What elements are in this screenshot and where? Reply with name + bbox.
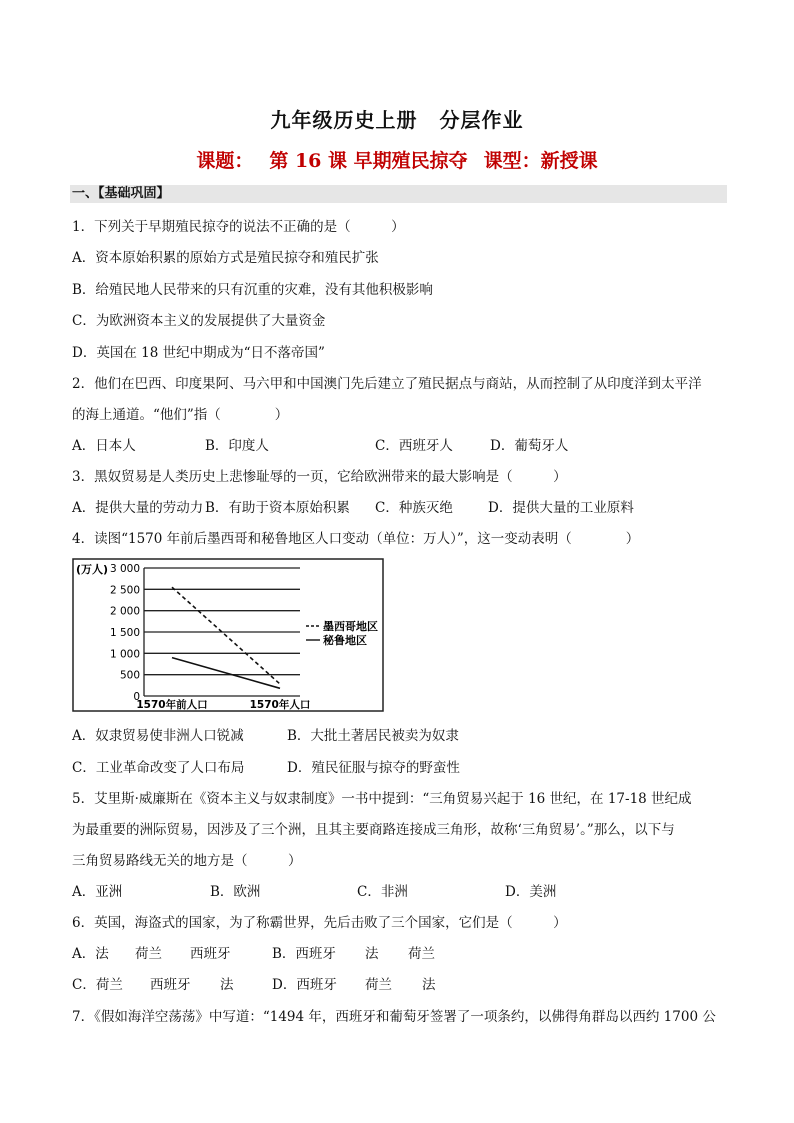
q1-option-b: B．给殖民地人民带来的只有沉重的灾难，没有其他积极影响 — [72, 282, 433, 298]
chart-ytick-label: 1 500 — [109, 627, 140, 639]
population-chart — [72, 558, 384, 712]
q2-option-c: C．西班牙人 — [375, 438, 453, 454]
q2-stem-line2: 的海上通道。“他们”指（ ） — [72, 407, 289, 423]
q6-option-b-1: B．西班牙 — [272, 946, 336, 962]
q3-option-d: D．提供大量的工业原料 — [488, 500, 634, 516]
q6-option-d-1: D．西班牙 — [272, 977, 337, 993]
q6-option-b-2: 法 — [365, 946, 379, 962]
q5-option-c: C．非洲 — [357, 884, 408, 900]
q4-option-b: B．大批土著居民被卖为奴隶 — [287, 728, 459, 744]
q6-option-c-3: 法 — [220, 977, 234, 993]
q5-stem-line2: 为最重要的洲际贸易，因涉及了三个洲，且其主要商路连接成三角形，故称‘三角贸易’。”那么，以下与 — [72, 822, 675, 838]
chart-xtick-label: 1570年人口 — [249, 699, 311, 711]
q4-option-c: C．工业革命改变了人口布局 — [72, 760, 245, 776]
q6-option-b-3: 荷兰 — [408, 946, 435, 962]
q6-option-d-2: 荷兰 — [365, 977, 392, 993]
chart-legend-label: 秘鲁地区 — [323, 634, 367, 647]
chart-legend-label: 墨西哥地区 — [323, 620, 378, 633]
chart-xtick-label: 1570年前人口 — [136, 699, 208, 711]
q6-option-a-3: 西班牙 — [190, 946, 231, 962]
chart-ytick-label: 0 — [133, 691, 140, 703]
chart-ylabel: (万人) — [76, 563, 109, 576]
q6-option-c-2: 西班牙 — [150, 977, 191, 993]
q2-stem-line1: 2．他们在巴西、印度果阿、马六甲和中国澳门先后建立了殖民据点与商站，从而控制了从印度洋到太平洋 — [72, 376, 702, 392]
q5-stem-line1: 5．艾里斯·威廉斯在《资本主义与奴隶制度》一书中提到：“三角贸易兴起于 16 世纪，在 17-18 世纪成 — [72, 791, 692, 807]
chart-ytick-label: 2 500 — [109, 584, 140, 597]
page-title — [0, 104, 794, 133]
q6-option-c-1: C．荷兰 — [72, 977, 123, 993]
q5-option-d: D．美洲 — [505, 884, 557, 900]
q5-option-b: B．欧洲 — [210, 884, 261, 900]
q1-option-c: C．为欧洲资本主义的发展提供了大量资金 — [72, 313, 326, 329]
q5-stem-line3: 三角贸易路线无关的地方是（ ） — [72, 853, 302, 869]
q1-stem: 1．下列关于早期殖民掠夺的说法不正确的是（ ） — [72, 219, 405, 235]
q4-option-d: D．殖民征服与掠夺的野蛮性 — [287, 760, 460, 776]
q6-option-a-1: A．法 — [72, 946, 109, 962]
chart-ytick-label: 500 — [119, 669, 140, 682]
subtitle-topic-label: 课题： — [196, 150, 254, 172]
subtitle-lesson: 第 16 课 早期殖民掠夺 — [269, 150, 468, 172]
chart-ytick-label: 1 000 — [109, 648, 140, 661]
section-basic-heading: 一、【基础巩固】 — [70, 185, 727, 203]
q6-stem: 6．英国，海盗式的国家，为了称霸世界，先后击败了三个国家，它们是（ ） — [72, 915, 567, 931]
q6-option-a-2: 荷兰 — [135, 946, 162, 962]
title-homework: 分层作业 — [439, 108, 524, 132]
subtitle-type: 课型：新授课 — [483, 150, 598, 172]
q4-option-a: A．奴隶贸易使非洲人口锐减 — [72, 728, 244, 744]
chart-ytick-label: 2 000 — [109, 605, 140, 618]
q3-option-b: B．有助于资本原始积累 — [205, 500, 350, 516]
q6-option-d-3: 法 — [422, 977, 436, 993]
q4-stem: 4．读图“1570 年前后墨西哥和秘鲁地区人口变动（单位：万人）”，这一变动表明（ ） — [72, 531, 640, 547]
q2-option-d: D．葡萄牙人 — [490, 438, 569, 454]
q2-option-a: A．日本人 — [72, 438, 136, 454]
q7-stem: 7．《假如海洋空荡荡》中写道：“1494 年，西班牙和葡萄牙签署了一项条约，以佛得角群岛以西约 1700 公 — [72, 1009, 716, 1025]
q3-option-a: A．提供大量的劳动力 — [72, 500, 204, 516]
q5-option-a: A．亚洲 — [72, 884, 123, 900]
q3-option-c: C．种族灭绝 — [375, 500, 453, 516]
q2-option-b: B．印度人 — [205, 438, 269, 454]
chart-ytick-label: 3 000 — [109, 563, 140, 575]
lesson-subtitle — [0, 146, 794, 173]
title-grade: 九年级历史上册 — [270, 108, 418, 132]
q1-option-d: D．英国在 18 世纪中期成为“日不落帝国” — [72, 345, 325, 361]
q1-option-a: A．资本原始积累的原始方式是殖民掠夺和殖民扩张 — [72, 250, 379, 266]
q3-stem: 3．黑奴贸易是人类历史上悲惨耻辱的一页，它给欧洲带来的最大影响是（ ） — [72, 469, 567, 485]
